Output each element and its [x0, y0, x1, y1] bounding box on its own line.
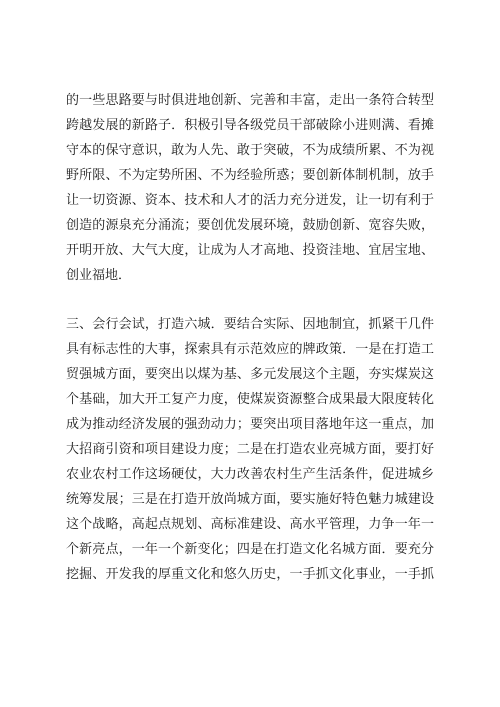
text-line: 统筹发展；三是在打造开放尚城方面，要实施好特色魅力城建设	[66, 492, 434, 507]
text-line: 三、会行会试，打造六城．要结合实际、因地制宜，抓紧干几件	[66, 317, 434, 332]
text-line: 创造的源泉充分涌流；要创优发展环境，鼓励创新、宽容失败，	[66, 218, 434, 233]
text-line: 农业农村工作这场硬仗，大力改善农村生产生活条件，促进城乡	[66, 467, 434, 482]
paragraph-1	[66, 88, 434, 288]
text-line: 创业福地．	[66, 268, 132, 283]
text-line: 这个战略，高起点规划、高标准建设、高水平管理，力争一年一	[66, 517, 434, 532]
text-line: 跨越发展的新路子．积极引导各级党员干部破除小进则满、看摊	[66, 118, 434, 133]
text-line: 的一些思路要与时俱进地创新、完善和丰富，走出一条符合转型	[66, 93, 434, 108]
text-line: 个基础，加大开工复产力度，使煤炭资源整合成果最大限度转化	[66, 392, 434, 407]
text-line: 守本的保守意识，敢为人先、敢于突破，不为成绩所累、不为视	[66, 143, 434, 158]
paragraph-2	[66, 312, 434, 587]
text-line: 成为推动经济发展的强劲动力；要突出项目落地年这一重点，加	[66, 417, 434, 432]
text-line: 贸强城方面，要突出以煤为基、多元发展这个主题，夯实煤炭这	[66, 367, 434, 382]
text-line: 野所限、不为定势所困、不为经验所惑；要创新体制机制，放手	[66, 168, 434, 183]
text-line: 具有标志性的大事，探索具有示范效应的牌政策．一是在打造工	[66, 342, 434, 357]
text-line: 让一切资源、资本、技术和人才的活力充分迸发，让一切有利于	[66, 193, 434, 208]
text-line: 开明开放、大气大度，让成为人才高地、投资洼地、宜居宝地、	[66, 243, 434, 258]
text-line: 个新亮点，一年一个新变化；四是在打造文化名城方面．要充分	[66, 542, 434, 557]
text-line: 大招商引资和项目建设力度；二是在打造农业亮城方面，要打好	[66, 442, 434, 457]
text-line: 挖掘、开发我的厚重文化和悠久历史，一手抓文化事业，一手抓	[66, 567, 434, 582]
